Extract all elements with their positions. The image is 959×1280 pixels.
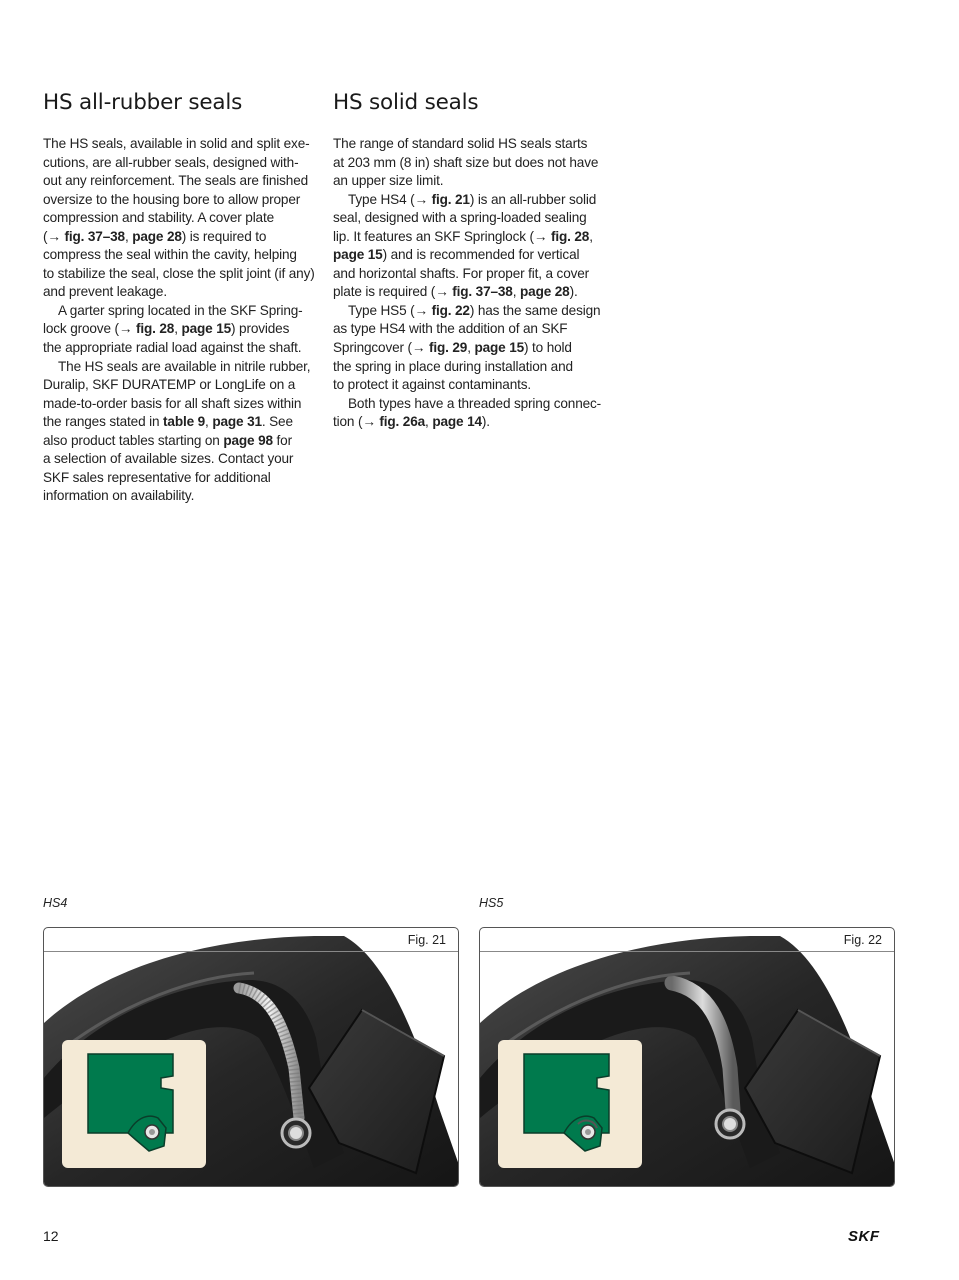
text-line: and horizontal shafts. For proper fit, a cover xyxy=(333,265,590,281)
left-body-text xyxy=(43,135,315,506)
text-line: information on availability. xyxy=(43,488,195,504)
figure-hs4 xyxy=(43,927,459,1187)
text-line: Type HS4 (→ fig. 21) is an all-rubber solid xyxy=(348,191,597,207)
text-line: at 203 mm (8 in) shaft size but does not have xyxy=(333,154,599,170)
text-line: Both types have a threaded spring connec- xyxy=(348,395,602,411)
hs4-seal-illustration xyxy=(44,928,459,1187)
text-line: tion (→ fig. 26a, page 14). xyxy=(333,414,490,430)
page-reference-link[interactable]: page 31 xyxy=(212,414,262,430)
page-reference-link[interactable]: page 14 xyxy=(432,414,482,430)
text-line: seal, designed with a spring-loaded sealing xyxy=(333,210,587,226)
text-line: as type HS4 with the addition of an SKF xyxy=(333,321,568,337)
text-line: The HS seals, available in solid and split exe- xyxy=(43,136,310,151)
text-line: The range of standard solid HS seals starts xyxy=(333,136,588,151)
text-line: The HS seals are available in nitrile rubber, xyxy=(58,358,311,374)
text-line: page 15) and is recommended for vertical xyxy=(333,247,580,263)
figure-label-22: Fig. 22 xyxy=(843,933,882,947)
hs5-seal-illustration xyxy=(480,928,895,1187)
text-line: to protect it against contaminants. xyxy=(333,377,532,393)
page-reference-link[interactable]: page 28 xyxy=(520,284,570,300)
left-column xyxy=(43,88,315,506)
text-line: plate is required (→ fig. 37–38, page 28). xyxy=(333,284,578,300)
fig-reference-link[interactable]: → fig. 26a xyxy=(362,414,426,430)
section-heading-hs-all-rubber: HS all-rubber seals xyxy=(43,90,243,115)
text-line: lock groove (→ fig. 28, page 15) provides xyxy=(43,321,290,337)
fig-reference-link[interactable]: → fig. 28 xyxy=(533,228,590,244)
text-line: Type HS5 (→ fig. 22) has the same design xyxy=(348,302,601,318)
text-line: Springcover (→ fig. 29, page 15) to hold xyxy=(333,340,572,356)
figure-header-line xyxy=(480,951,894,952)
text-line: compress the seal within the cavity, helping xyxy=(43,247,297,263)
fig-reference-link[interactable]: → fig. 37–38 xyxy=(47,228,125,244)
fig-reference-link[interactable]: → fig. 28 xyxy=(118,321,175,337)
text-line: cutions, are all-rubber seals, designed with- xyxy=(43,154,299,170)
figure-caption-hs5: HS5 xyxy=(479,896,504,910)
right-body-text xyxy=(333,135,605,432)
text-line: oversize to the housing bore to allow proper xyxy=(43,191,301,207)
text-line: out any reinforcement. The seals are finished xyxy=(43,173,309,189)
page-number: 12 xyxy=(43,1228,59,1244)
text-line: a selection of available sizes. Contact your xyxy=(43,451,294,467)
page-reference-link[interactable]: page 15 xyxy=(474,340,525,356)
text-line: the spring in place during installation and xyxy=(333,358,573,374)
figure-caption-hs4: HS4 xyxy=(43,896,68,910)
text-line: (→ fig. 37–38, page 28) is required to xyxy=(43,228,267,244)
text-line: A garter spring located in the SKF Spring- xyxy=(58,302,303,318)
text-line: lip. It features an SKF Springlock (→ fig. 28, xyxy=(333,228,593,244)
section-heading-hs-solid: HS solid seals xyxy=(333,90,479,115)
figure-header-line xyxy=(44,951,458,952)
right-column xyxy=(333,88,605,432)
text-line: compression and stability. A cover plate xyxy=(43,210,275,226)
table-reference-link[interactable]: table 9 xyxy=(163,414,206,430)
page-reference-link[interactable]: page 28 xyxy=(132,228,182,244)
text-line: the ranges stated in table 9, page 31. See xyxy=(43,414,293,430)
figure-hs5 xyxy=(479,927,895,1187)
fig-reference-link[interactable]: → fig. 21 xyxy=(414,191,470,207)
page-reference-link[interactable]: page 98 xyxy=(223,432,273,448)
fig-reference-link[interactable]: → fig. 22 xyxy=(414,302,470,318)
text-line: and prevent leakage. xyxy=(43,284,167,300)
fig-reference-link[interactable]: → fig. 37–38 xyxy=(435,284,513,300)
text-line: to stabilize the seal, close the split joint (if any) xyxy=(43,265,315,281)
page-reference-link[interactable]: page 15 xyxy=(181,321,232,337)
figure-label-21: Fig. 21 xyxy=(407,933,446,947)
text-line: made-to-order basis for all shaft sizes within xyxy=(43,395,302,411)
text-line: also product tables starting on page 98 for xyxy=(43,432,292,448)
page-reference-link[interactable]: page 15 xyxy=(333,247,383,263)
text-line: Duralip, SKF DURATEMP or LongLife on a xyxy=(43,377,296,393)
text-line: SKF sales representative for additional xyxy=(43,469,271,485)
text-line: the appropriate radial load against the shaft. xyxy=(43,340,302,356)
skf-logo xyxy=(848,1228,896,1244)
text-line: an upper size limit. xyxy=(333,173,444,189)
fig-reference-link[interactable]: → fig. 29 xyxy=(411,340,468,356)
skf-logo-text: SKF xyxy=(848,1228,880,1244)
